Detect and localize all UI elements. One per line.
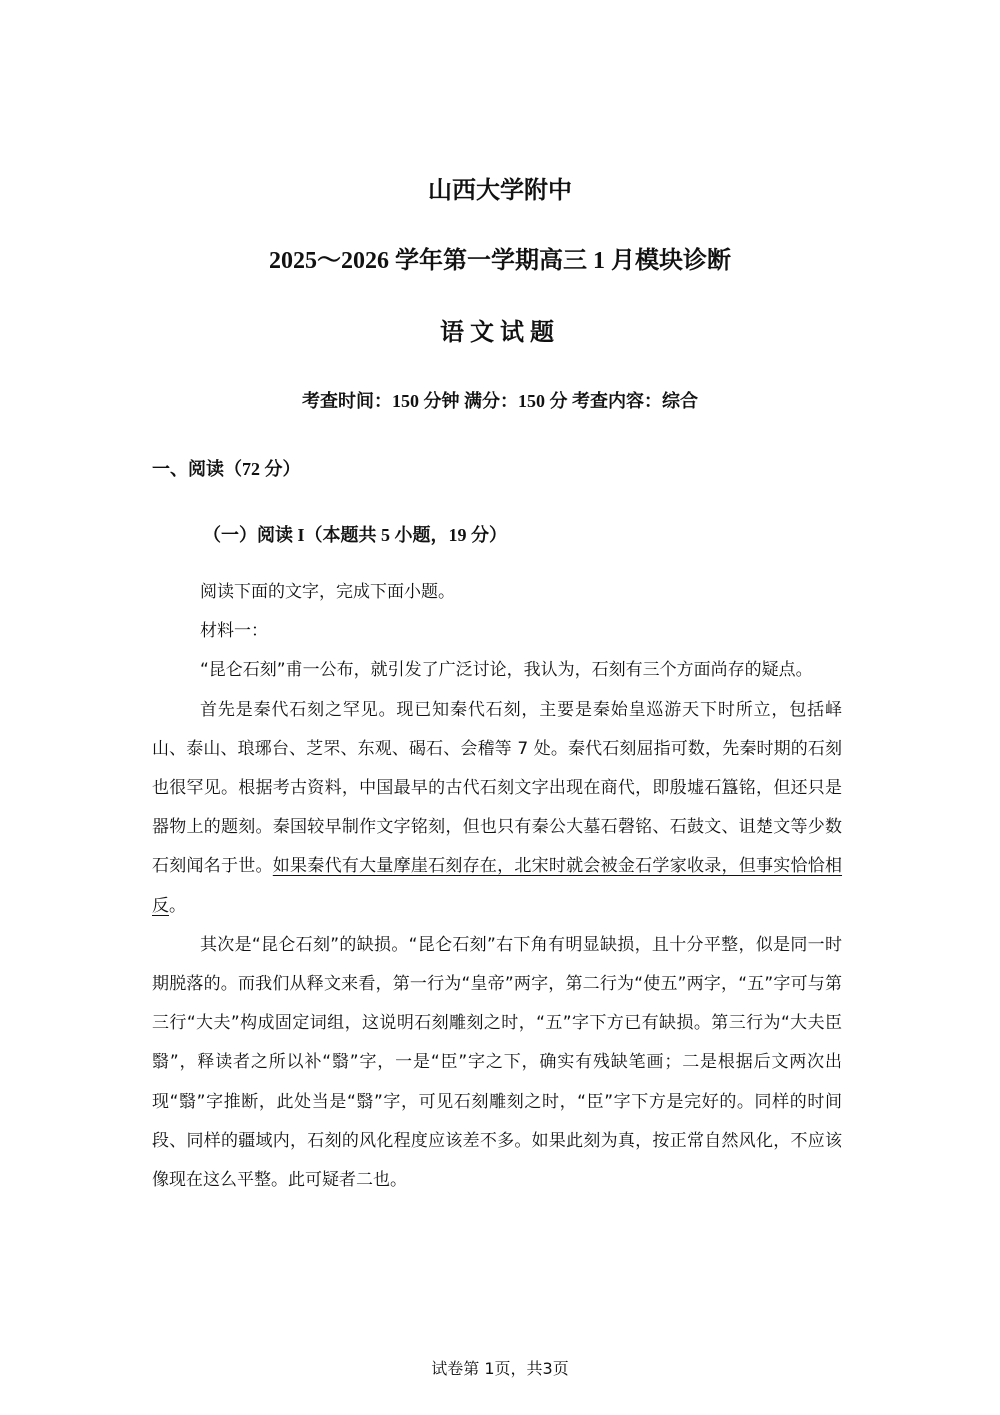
material-label: 材料一： [200, 621, 268, 642]
exam-title: 2025～2026 学年第一学期高三 1 月模块诊断 [269, 248, 731, 274]
exam-info: 考查时间：150 分钟 满分：150 分 考查内容：综合 [302, 391, 698, 411]
instruction-text: 阅读下面的文字，完成下面小题。 [200, 582, 455, 602]
subsection-heading: （一）阅读 I（本题共 5 小题，19 分） [203, 525, 508, 545]
section-heading: 一、阅读（72 分） [152, 459, 301, 479]
page-footer: 试卷第 1页，共3页 [431, 1359, 569, 1378]
underlined-sentence: 如果秦代有大量摩崖石刻存在，北宋时就会被金石学家收录，但事实恰恰相反 [152, 856, 843, 916]
subject-title: 语文试题 [440, 320, 560, 346]
school-name: 山西大学附中 [428, 178, 572, 204]
paragraph-3: 其次是“昆仑石刻”的缺损。“昆仑石刻”右下角有明显缺损，且十分平整，似是同一时期脱落的。而我们从释文来看，第一行为“皇帝”两字，第二行为“使五”两字，“五”字可与第三行“大夫”构成固定词组，这说明石刻雕刻之时，“五”字下方已有缺损。第三行为“大夫臣翳”，释读者之所以补“翳”字，一是“臣”字之下，确实有残缺笔画；二是根据后文两次出现“翳”字推断，此处当是“翳”字，可见石刻雕刻之时，“臣”字下方是完好的。同样的时间段、同样的疆域内，石刻的风化程度应该差不多。如果此刻为真，按正常自然风化，不应该像现在这么平整。此可疑者二也。 [152, 934, 842, 1191]
paragraph-2-end: 。 [169, 895, 186, 916]
paragraph-2 [152, 691, 842, 926]
paragraph-2-text: 首先是秦代石刻之罕见。现已知秦代石刻，主要是秦始皇巡游天下时所立，包括峄山、泰山、琅琊台、芝罘、东观、碣石、会稽等 7 处。秦代石刻屈指可数，先秦时期的石刻也很罕见。根据考古资料，中国最早的古代石刻文字出现在商代，即殷墟石簋铭，但还只是器物上的题刻。秦国较早制作文字铭刻，但也只有秦公大墓石磬铭、石鼓文、诅楚文等少数石刻闻名于世。 [152, 699, 842, 877]
paragraph-1: “昆仑石刻”甫一公布，就引发了广泛讨论，我认为，石刻有三个方面尚存的疑点。 [200, 660, 813, 681]
reading-passage [152, 573, 842, 1200]
